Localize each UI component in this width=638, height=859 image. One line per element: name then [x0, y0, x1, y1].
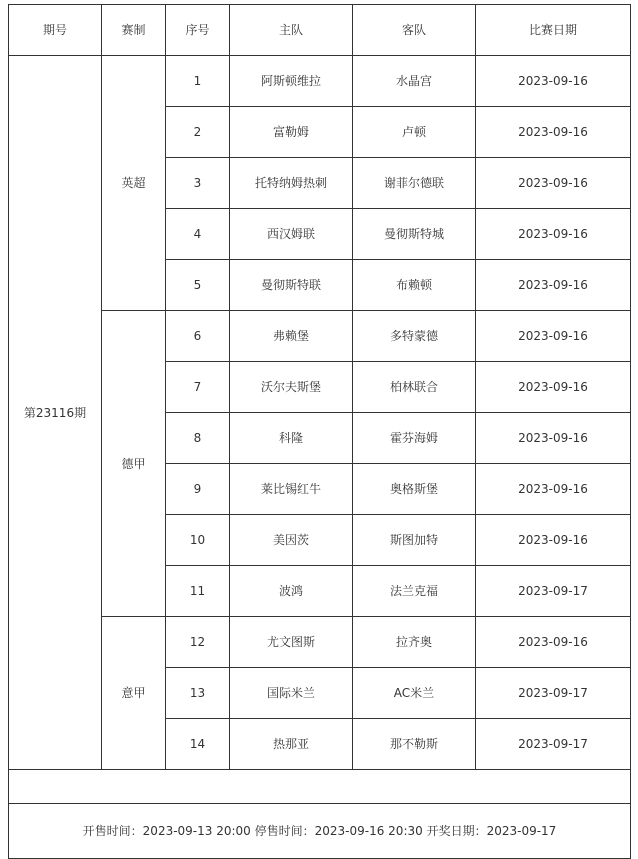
sale-info-text: 开售时间：2023-09-13 20:00 停售时间：2023-09-16 20:30 开奖日期：2023-09-17: [9, 804, 631, 859]
away-team: 那不勒斯: [353, 719, 476, 770]
match-date: 2023-09-16: [476, 413, 631, 464]
home-team: 托特纳姆热刺: [230, 158, 353, 209]
home-team: 西汉姆联: [230, 209, 353, 260]
match-date: 2023-09-16: [476, 56, 631, 107]
away-team: 曼彻斯特城: [353, 209, 476, 260]
header-league: 赛制: [102, 5, 166, 56]
away-team: 柏林联合: [353, 362, 476, 413]
match-index: 14: [166, 719, 230, 770]
home-team: 国际米兰: [230, 668, 353, 719]
sale-info-row: [9, 804, 631, 859]
header-period: 期号: [9, 5, 102, 56]
match-index: 6: [166, 311, 230, 362]
home-team: 科隆: [230, 413, 353, 464]
match-schedule-table: [8, 4, 631, 859]
period-cell: 第23116期: [9, 56, 102, 770]
blank-row: [9, 770, 631, 804]
home-team: 弗赖堡: [230, 311, 353, 362]
match-index: 5: [166, 260, 230, 311]
away-team: 拉齐奥: [353, 617, 476, 668]
header-row: [9, 5, 631, 56]
home-team: 沃尔夫斯堡: [230, 362, 353, 413]
league-cell: 意甲: [102, 617, 166, 770]
home-team: 热那亚: [230, 719, 353, 770]
match-index: 10: [166, 515, 230, 566]
header-away-team: 客队: [353, 5, 476, 56]
match-index: 12: [166, 617, 230, 668]
away-team: AC米兰: [353, 668, 476, 719]
league-cell: 英超: [102, 56, 166, 311]
match-index: 1: [166, 56, 230, 107]
home-team: 尤文图斯: [230, 617, 353, 668]
away-team: 谢菲尔德联: [353, 158, 476, 209]
header-home-team: 主队: [230, 5, 353, 56]
match-index: 2: [166, 107, 230, 158]
table-row: [9, 311, 631, 362]
match-index: 9: [166, 464, 230, 515]
away-team: 卢顿: [353, 107, 476, 158]
match-date: 2023-09-16: [476, 515, 631, 566]
match-index: 11: [166, 566, 230, 617]
match-date: 2023-09-17: [476, 668, 631, 719]
match-index: 4: [166, 209, 230, 260]
match-index: 8: [166, 413, 230, 464]
away-team: 斯图加特: [353, 515, 476, 566]
away-team: 霍芬海姆: [353, 413, 476, 464]
league-cell: 德甲: [102, 311, 166, 617]
match-index: 3: [166, 158, 230, 209]
match-date: 2023-09-17: [476, 566, 631, 617]
away-team: 水晶宫: [353, 56, 476, 107]
match-date: 2023-09-16: [476, 260, 631, 311]
home-team: 富勒姆: [230, 107, 353, 158]
away-team: 布赖顿: [353, 260, 476, 311]
match-date: 2023-09-16: [476, 362, 631, 413]
away-team: 法兰克福: [353, 566, 476, 617]
match-date: 2023-09-16: [476, 158, 631, 209]
header-index: 序号: [166, 5, 230, 56]
table-row: [9, 56, 631, 107]
header-match-date: 比赛日期: [476, 5, 631, 56]
home-team: 阿斯顿维拉: [230, 56, 353, 107]
match-date: 2023-09-16: [476, 107, 631, 158]
match-index: 7: [166, 362, 230, 413]
home-team: 美因茨: [230, 515, 353, 566]
home-team: 曼彻斯特联: [230, 260, 353, 311]
away-team: 奥格斯堡: [353, 464, 476, 515]
home-team: 莱比锡红牛: [230, 464, 353, 515]
match-date: 2023-09-16: [476, 617, 631, 668]
table-row: [9, 617, 631, 668]
blank-cell: [9, 770, 631, 804]
match-date: 2023-09-16: [476, 209, 631, 260]
match-date: 2023-09-16: [476, 464, 631, 515]
match-date: 2023-09-16: [476, 311, 631, 362]
away-team: 多特蒙德: [353, 311, 476, 362]
match-date: 2023-09-17: [476, 719, 631, 770]
match-index: 13: [166, 668, 230, 719]
home-team: 波鸿: [230, 566, 353, 617]
